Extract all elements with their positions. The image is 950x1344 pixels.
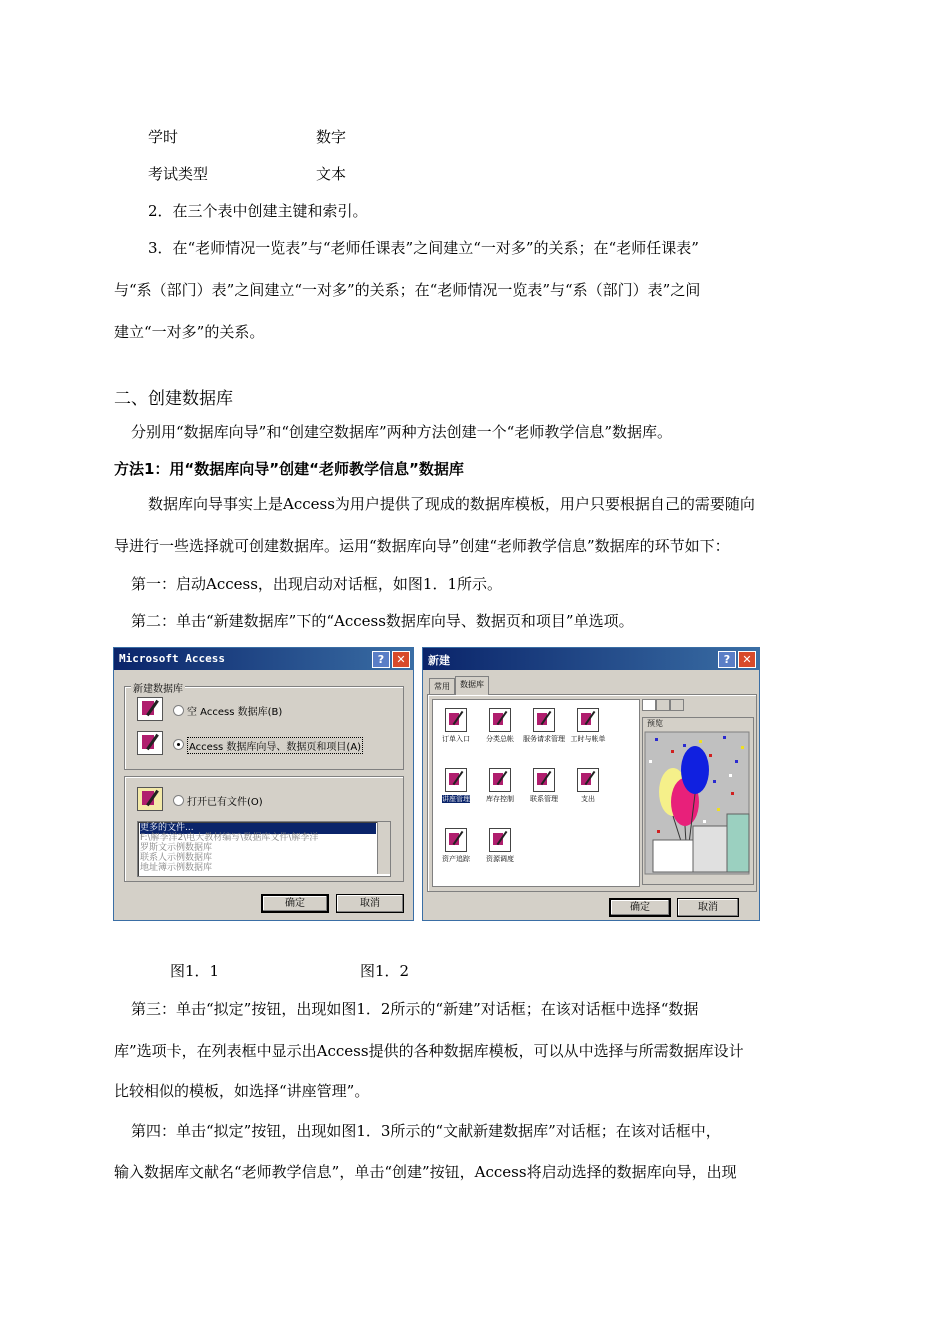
step-third-line1: 第三：单击“拟定”按钮，出现如图1．2所示的“新建”对话框；在该对话框中选择“数据	[131, 1000, 699, 1018]
open-file-label[interactable]: 打开已有文件(O)	[187, 797, 263, 808]
dialog-titlebar	[423, 648, 759, 670]
template-icon	[489, 708, 511, 732]
preview-box	[642, 717, 754, 885]
blank-database-icon	[137, 697, 163, 721]
large-icons-view-icon[interactable]	[642, 699, 656, 711]
list-item[interactable]: 地址簿示例数据库	[140, 863, 213, 873]
step-3-line2: 与“系（部门）表”之间建立“一对多”的关系；在“老师情况一览表”与“系（部门）表”之间	[114, 281, 701, 299]
template-resource-scheduling[interactable]: 资源调度	[479, 828, 521, 863]
template-icon	[577, 768, 599, 792]
step-second: 第二：单击“新建数据库”下的“Access数据库向导、数据页和项目”单选项。	[131, 612, 634, 630]
open-file-radio[interactable]	[173, 795, 184, 806]
step-fourth-line2: 输入数据库文献名“老师教学信息”，单击“创建”按钮，Access将启动选择的数据库向导，出现	[114, 1163, 737, 1181]
step-3-line1: 3．在“老师情况一览表”与“老师任课表”之间建立“一对多”的关系；在“老师任课表”	[148, 239, 699, 257]
template-contact-management[interactable]: 联系管理	[523, 768, 565, 803]
templates-list[interactable]	[432, 699, 640, 887]
close-icon[interactable]: ✕	[392, 651, 410, 668]
wizard-database-radio[interactable]	[173, 739, 184, 750]
template-icon	[489, 768, 511, 792]
template-service-call[interactable]: 服务请求管理	[523, 708, 565, 743]
preview-image	[643, 730, 753, 878]
help-icon[interactable]: ?	[372, 651, 390, 668]
figure-caption-1: 图1．1	[170, 962, 220, 980]
template-icon	[445, 708, 467, 732]
template-asset-tracking[interactable]: 资产追踪	[435, 828, 477, 863]
dialog-title: Microsoft Access	[119, 652, 225, 665]
step-third-line3: 比较相似的模板，如选择“讲座管理”。	[114, 1082, 370, 1100]
new-database-group	[124, 686, 404, 770]
template-ledger[interactable]: 分类总帐	[479, 708, 521, 743]
help-icon[interactable]: ?	[718, 651, 736, 668]
template-icon	[577, 708, 599, 732]
step-2: 2．在三个表中创建主键和索引。	[148, 202, 368, 220]
access-startup-dialog	[113, 647, 414, 921]
method-1-title: 方法1：用“数据库向导”创建“老师教学信息”数据库	[114, 460, 464, 478]
template-icon	[489, 828, 511, 852]
field-name-2: 考试类型	[148, 165, 209, 183]
list-item[interactable]: F:\解李洋2\电大教材编写\数据库文件\解李洋	[140, 833, 319, 843]
para1-line1: 数据库向导事实上是Access为用户提供了现成的数据库模板，用户只要根据自己的需要随向	[148, 495, 755, 513]
list-view-icon[interactable]	[656, 699, 670, 711]
field-name-1: 学时	[148, 128, 179, 146]
list-item[interactable]: 罗斯文示例数据库	[140, 843, 213, 853]
tab-common[interactable]: 常用	[429, 678, 455, 695]
new-database-group-label: 新建数据库	[131, 680, 185, 695]
preview-label: 预览	[647, 719, 663, 728]
ok-button[interactable]: 确定	[261, 894, 329, 913]
step-third-line2: 库”选项卡，在列表框中显示出Access提供的各种数据库模板，可以从中选择与所需数据库设计	[114, 1042, 744, 1060]
template-time-billing[interactable]: 工时与帐单	[567, 708, 609, 743]
ok-button[interactable]: 确定	[609, 898, 671, 917]
wizard-database-label[interactable]: Access 数据库向导、数据页和项目(A)	[187, 737, 363, 754]
step-3-line3: 建立“一对多”的关系。	[114, 323, 265, 341]
wizard-database-icon	[137, 731, 163, 755]
close-icon[interactable]: ✕	[738, 651, 756, 668]
blank-database-label[interactable]: 空 Access 数据库(B)	[187, 707, 283, 718]
recent-files-list[interactable]	[137, 821, 391, 877]
cancel-button[interactable]: 取消	[677, 898, 739, 917]
dialog-title: 新建	[428, 654, 450, 667]
section-title: 二、创建数据库	[114, 389, 233, 409]
blank-database-radio[interactable]	[173, 705, 184, 716]
cancel-button[interactable]: 取消	[336, 894, 404, 913]
open-folder-icon	[137, 787, 163, 811]
new-dialog	[422, 647, 760, 921]
list-item[interactable]: 更多的文件...	[140, 823, 376, 834]
intro-paragraph: 分别用“数据库向导”和“创建空数据库”两种方法创建一个“老师教学信息”数据库。	[131, 423, 673, 441]
template-order-entry[interactable]: 订单入口	[435, 708, 477, 743]
template-icon	[533, 768, 555, 792]
template-icon	[445, 768, 467, 792]
field-type-2: 文本	[316, 165, 347, 183]
details-view-icon[interactable]	[670, 699, 684, 711]
list-item[interactable]: 联系人示例数据库	[140, 853, 213, 863]
figure-caption-2: 图1．2	[360, 962, 410, 980]
field-type-1: 数字	[316, 128, 347, 146]
template-expenses[interactable]: 支出	[567, 768, 609, 803]
step-fourth-line1: 第四：单击“拟定”按钮，出现如图1．3所示的“文献新建数据库”对话框；在该对话框中，	[131, 1122, 721, 1140]
list-scrollbar[interactable]	[377, 822, 390, 874]
dialog-titlebar	[114, 648, 413, 670]
tab-panel	[427, 694, 757, 892]
tab-database[interactable]: 数据库	[455, 676, 489, 695]
para1-line2: 导进行一些选择就可创建数据库。运用“数据库向导”创建“老师教学信息”数据库的环节如下：	[114, 537, 730, 555]
step-first: 第一：启动Access，出现启动对话框，如图1．1所示。	[131, 575, 502, 593]
open-file-group	[124, 776, 404, 882]
template-inventory[interactable]: 库存控制	[479, 768, 521, 803]
template-icon	[445, 828, 467, 852]
template-event-management[interactable]: 讲座管理	[435, 768, 477, 803]
template-icon	[533, 708, 555, 732]
